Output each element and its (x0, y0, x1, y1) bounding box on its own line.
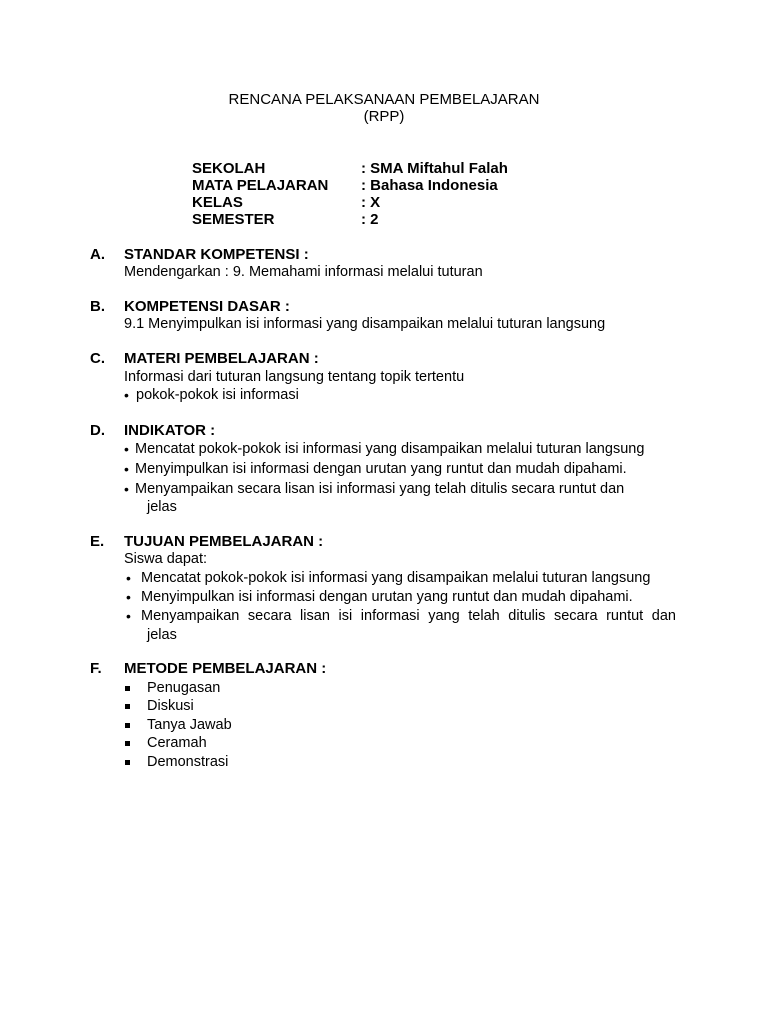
list-item: Demonstrasi (147, 754, 229, 770)
document-title: RENCANA PELAKSANAAN PEMBELAJARAN (228, 91, 540, 108)
section-intro: Siswa dapat: (124, 551, 208, 567)
bullet-glyph: • (126, 589, 131, 605)
section-text: Informasi dari tuturan langsung tentang topik tertentu (124, 369, 465, 385)
list-item: Menyampaikan secara lisan isi informasi yang telah ditulis secara runtut dan (135, 481, 625, 497)
section-heading: INDIKATOR : (124, 422, 216, 439)
list-item: Tanya Jawab (147, 717, 232, 733)
list-item: Penugasan (147, 680, 221, 696)
section-letter: D. (90, 422, 105, 439)
section-letter: F. (90, 660, 102, 677)
section-text: Mendengarkan : 9. Memahami informasi melalui tuturan (124, 264, 483, 280)
bullet-glyph: • (124, 387, 129, 403)
square-bullet-icon (125, 686, 130, 691)
list-item: Mencatat pokok-pokok isi informasi yang disampaikan melalui tuturan langsung (135, 441, 645, 457)
list-item: pokok-pokok isi informasi (136, 387, 299, 403)
bullet-glyph: • (126, 608, 131, 624)
info-value: : X (361, 194, 381, 211)
list-item: Mencatat pokok-pokok isi informasi yang disampaikan melalui tuturan langsung (141, 570, 651, 586)
bullet-glyph: • (124, 461, 129, 477)
section-letter: C. (90, 350, 105, 367)
list-item-continuation: jelas (147, 499, 177, 515)
section-heading: TUJUAN PEMBELAJARAN : (124, 533, 324, 550)
list-item: Diskusi (147, 698, 194, 714)
section-heading: STANDAR KOMPETENSI : (124, 246, 309, 263)
section-letter: B. (90, 298, 105, 315)
list-item: Menyimpulkan isi informasi dengan urutan yang runtut dan mudah dipahami. (141, 589, 633, 605)
square-bullet-icon (125, 723, 130, 728)
info-key: KELAS (192, 194, 243, 211)
section-heading: METODE PEMBELAJARAN : (124, 660, 327, 677)
info-key: SEKOLAH (192, 160, 266, 177)
section-letter: A. (90, 246, 105, 263)
square-bullet-icon (125, 704, 130, 709)
bullet-glyph: • (124, 481, 129, 497)
bullet-glyph: • (124, 441, 129, 457)
list-item: Menyimpulkan isi informasi dengan urutan yang runtut dan mudah dipahami. (135, 461, 627, 477)
square-bullet-icon (125, 760, 130, 765)
list-item: Menyampaikan secara lisan isi informasi yang telah ditulis secara runtut dan (141, 608, 676, 624)
section-heading: KOMPETENSI DASAR : (124, 298, 290, 315)
list-item-continuation: jelas (147, 627, 177, 643)
info-key: SEMESTER (192, 211, 275, 228)
info-value: : SMA Miftahul Falah (361, 160, 508, 177)
section-heading: MATERI PEMBELAJARAN : (124, 350, 319, 367)
list-item: Ceramah (147, 735, 207, 751)
document-subtitle: (RPP) (363, 108, 405, 125)
info-key: MATA PELAJARAN (192, 177, 329, 194)
square-bullet-icon (125, 741, 130, 746)
section-text: 9.1 Menyimpulkan isi informasi yang disampaikan melalui tuturan langsung (124, 316, 606, 332)
info-value: : 2 (361, 211, 379, 228)
bullet-glyph: • (126, 570, 131, 586)
section-letter: E. (90, 533, 105, 550)
info-value: : Bahasa Indonesia (361, 177, 498, 194)
